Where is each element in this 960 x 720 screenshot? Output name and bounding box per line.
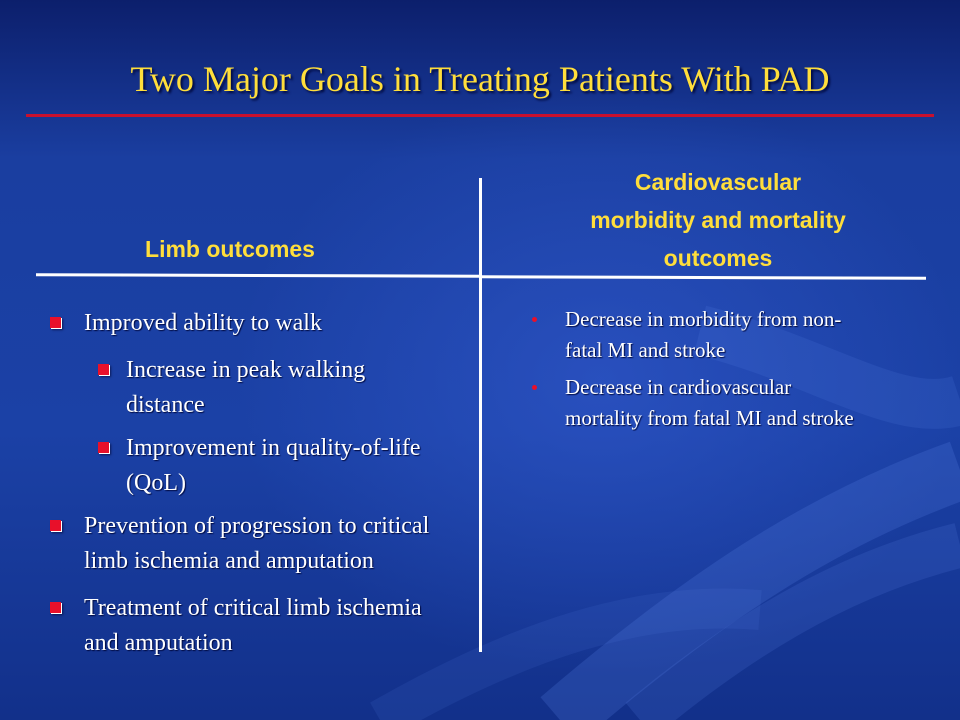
list-item	[528, 372, 868, 434]
square-bullet-icon	[50, 520, 61, 531]
square-bullet-icon	[98, 442, 109, 453]
list-item	[46, 509, 446, 579]
square-bullet-icon	[50, 602, 61, 613]
list-item	[46, 306, 446, 341]
list-item	[528, 304, 868, 366]
table-divider-left	[36, 273, 482, 278]
cardiovascular-outcomes-list	[528, 304, 868, 440]
bullet-text: Improved ability to walk	[84, 310, 322, 336]
cv-heading-line-3: outcomes	[663, 245, 773, 271]
list-item	[46, 591, 446, 661]
bullet-text: Treatment of critical limb ischemia and amputation	[84, 595, 422, 656]
square-bullet-icon	[98, 364, 109, 375]
cv-heading-line-1: Cardiovascular	[634, 169, 802, 195]
table-divider-right	[480, 275, 926, 280]
slide-title: Two Major Goals in Treating Patients With PAD	[130, 59, 830, 99]
table-divider-vertical	[479, 178, 482, 652]
dot-bullet-icon	[532, 317, 537, 322]
limb-outcomes-list	[46, 306, 446, 673]
limb-outcomes-heading: Limb outcomes	[145, 236, 315, 262]
cv-heading-line-2: morbidity and mortality	[590, 207, 846, 233]
title-underline	[26, 114, 934, 117]
dot-bullet-icon	[532, 385, 537, 390]
bullet-text: Prevention of progression to critical limb ischemia and amputation	[84, 513, 430, 574]
bullet-text: Increase in peak walking distance	[126, 357, 366, 418]
list-item	[46, 431, 446, 501]
list-item	[46, 353, 446, 423]
square-bullet-icon	[50, 317, 61, 328]
cardiovascular-outcomes-heading	[500, 163, 936, 277]
bullet-text: Decrease in cardiovascular mortality from fatal MI and stroke	[565, 375, 854, 430]
bullet-text: Decrease in morbidity from non-fatal MI and stroke	[565, 307, 842, 362]
bullet-text: Improvement in quality-of-life (QoL)	[126, 435, 421, 496]
